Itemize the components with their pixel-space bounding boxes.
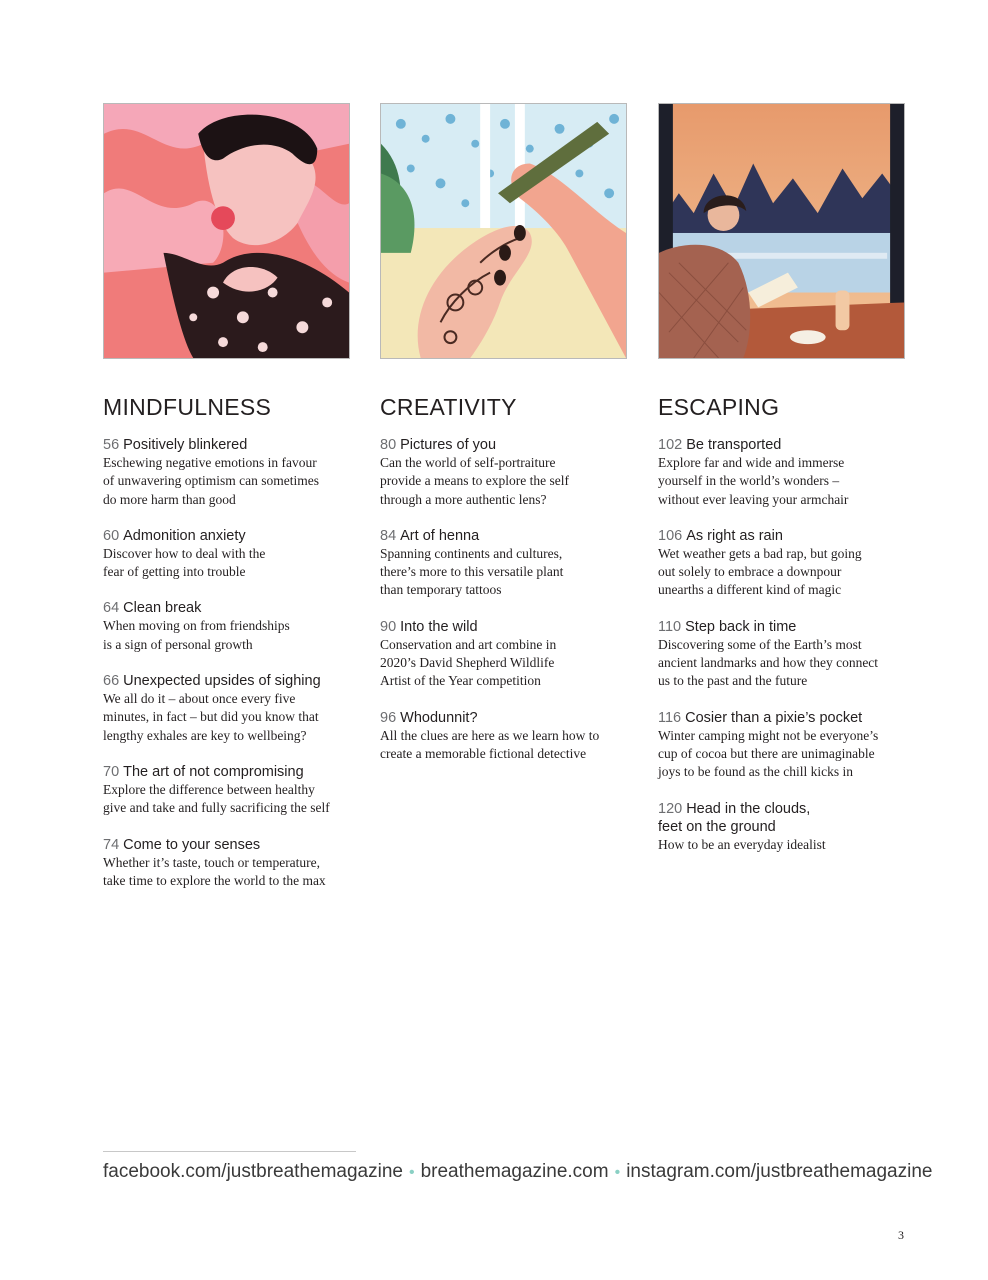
- page-number: 3: [898, 1228, 904, 1242]
- article-title: The art of not compromising: [123, 763, 304, 780]
- article-title: Pictures of you: [400, 437, 497, 453]
- article-list: [103, 436, 350, 890]
- article-page-number: 56: [103, 437, 120, 453]
- article-page-number: 64: [103, 600, 120, 617]
- separator-dot-icon: •: [408, 1164, 415, 1181]
- article-title: Whodunnit?: [400, 709, 478, 726]
- article-item[interactable]: [658, 436, 905, 509]
- article-page-number: 110: [658, 618, 682, 635]
- article-page-number: 106: [658, 527, 683, 544]
- facebook-link[interactable]: facebook.com/justbreathemagazine: [103, 1161, 403, 1182]
- article-item[interactable]: [658, 709, 905, 782]
- article-item[interactable]: [658, 618, 905, 691]
- article-description: Spanning continents and cultures, there’s more to this versatile plant than temporary tattoos: [380, 545, 564, 598]
- article-item[interactable]: [103, 672, 350, 745]
- section-title: CREATIVITY: [380, 394, 517, 420]
- article-description: Winter camping might not be everyone’s cup of cocoa but there are unimaginable joys to be found as the chill kicks in: [658, 727, 879, 780]
- column-escaping: [658, 103, 905, 872]
- article-item[interactable]: [103, 599, 350, 654]
- article-page-number: 96: [380, 709, 397, 726]
- article-description: When moving on from friendships is a sign of personal growth: [103, 618, 290, 652]
- article-page-number: 70: [103, 763, 120, 780]
- article-item[interactable]: [658, 800, 905, 854]
- article-list: [380, 436, 627, 763]
- article-page-number: 120: [658, 800, 683, 817]
- footer-divider: [103, 1151, 356, 1152]
- article-description: Eschewing negative emotions in favour of unwavering optimism can sometimes do more harm than good: [103, 455, 319, 507]
- article-title: Clean break: [123, 600, 202, 617]
- separator-dot-icon: •: [614, 1164, 621, 1181]
- article-description: Conservation and art combine in 2020’s David Shepherd Wildlife Artist of the Year competition: [380, 636, 557, 689]
- article-description: Whether it’s taste, touch or temperature, take time to explore the world to the max: [103, 854, 326, 888]
- article-item[interactable]: [103, 436, 350, 509]
- article-title: Unexpected upsides of sighing: [123, 673, 321, 690]
- article-item[interactable]: [380, 618, 627, 691]
- column-creativity: [380, 103, 627, 781]
- article-page-number: 66: [103, 673, 120, 690]
- woman-breathing-illustration: [103, 103, 350, 359]
- article-description: Explore far and wide and immerse yourself in the world’s wonders – without ever leaving your armchair: [658, 455, 849, 507]
- article-item[interactable]: [380, 436, 627, 509]
- article-title: Art of henna: [400, 527, 480, 544]
- article-item[interactable]: [103, 763, 350, 818]
- article-description: Can the world of self-portraiture provide a means to explore the self through a more authentic lens?: [380, 455, 569, 507]
- article-item[interactable]: [103, 836, 350, 891]
- column-mindfulness: [103, 103, 350, 908]
- article-page-number: 60: [103, 527, 120, 544]
- article-title: Into the wild: [400, 618, 478, 635]
- article-page-number: 102: [658, 437, 683, 453]
- footer-links: [103, 1160, 932, 1185]
- article-description: How to be an everyday idealist: [658, 836, 826, 852]
- article-description: All the clues are here as we learn how to create a memorable fictional detective: [380, 727, 600, 761]
- article-list: [658, 436, 905, 854]
- article-title: Step back in time: [685, 618, 797, 635]
- article-item[interactable]: [103, 527, 350, 582]
- article-page-number: 84: [380, 527, 397, 544]
- article-title: Cosier than a pixie’s pocket: [685, 709, 863, 726]
- article-item[interactable]: [658, 527, 905, 600]
- section-title: MINDFULNESS: [103, 394, 272, 420]
- article-page-number: 74: [103, 836, 120, 853]
- article-description: We all do it – about once every five minutes, in fact – but did you know that lengthy exhales are key to wellbeing?: [103, 691, 319, 743]
- section-title: ESCAPING: [658, 394, 780, 420]
- article-title: Positively blinkered: [123, 437, 248, 453]
- instagram-link[interactable]: instagram.com/justbreathemagazine: [626, 1161, 933, 1182]
- article-title: As right as rain: [686, 527, 783, 544]
- article-title: Admonition anxiety: [123, 527, 246, 544]
- article-page-number: 90: [380, 618, 397, 635]
- article-title: Head in the clouds, feet on the ground: [658, 800, 811, 835]
- article-title: Come to your senses: [123, 836, 261, 853]
- article-title: Be transported: [686, 437, 782, 453]
- henna-hand-illustration: [380, 103, 627, 359]
- article-item[interactable]: [380, 709, 627, 764]
- article-description: Discovering some of the Earth’s most ancient landmarks and how they connect us to the past and the future: [658, 636, 879, 689]
- article-item[interactable]: [380, 527, 627, 600]
- article-description: Wet weather gets a bad rap, but going out solely to embrace a downpour unearths a different kind of magic: [658, 545, 862, 598]
- article-page-number: 116: [658, 709, 682, 726]
- article-description: Discover how to deal with the fear of getting into trouble: [103, 545, 266, 580]
- reader-by-lake-illustration: [658, 103, 905, 359]
- website-link[interactable]: breathemagazine.com: [420, 1161, 609, 1182]
- article-page-number: 80: [380, 437, 397, 453]
- article-description: Explore the difference between healthy give and take and fully sacrificing the self: [103, 781, 330, 816]
